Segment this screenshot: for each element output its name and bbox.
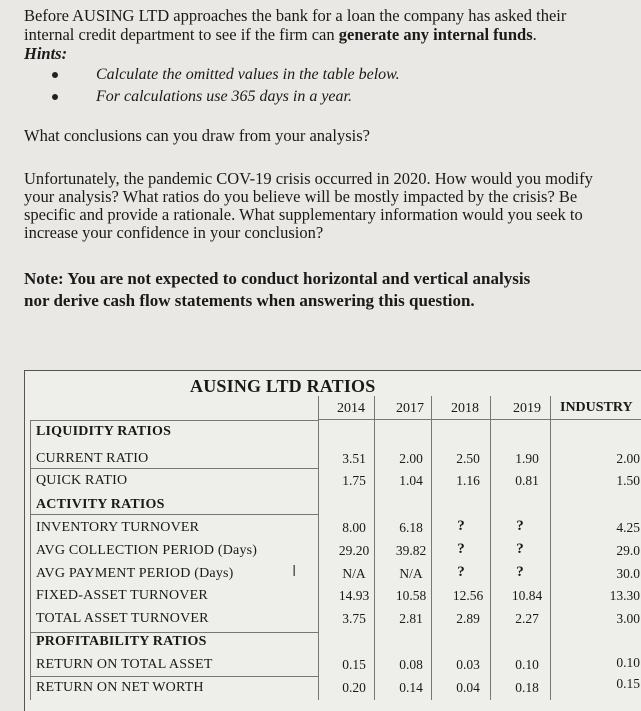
grid-line [30,676,318,677]
row-label-avg-collection-period: AVG COLLECTION PERIOD (Days) [36,543,258,558]
grid-line [318,396,319,700]
cell: 29.20 [338,543,370,558]
year-header-2014: 2014 [337,401,365,416]
cell: 10.58 [395,588,427,603]
grid-line [30,632,318,633]
industry-cell: 2.00 [616,451,640,466]
cell: 0.03 [456,657,480,672]
cell: 2.81 [399,611,423,626]
cell: N/A [399,566,423,581]
intro-line-2 [24,25,566,44]
missing-cell: ? [457,541,465,557]
intro-line-1: Before AUSING LTD approaches the bank for a loan the company has asked their [24,6,567,25]
cell: 12.56 [452,588,484,603]
cell: 0.18 [515,680,539,695]
grid-line [30,420,318,421]
row-label-current-ratio: CURRENT RATIO [36,451,149,466]
cell: 2.27 [515,611,539,626]
hints-title: Hints: [24,44,68,63]
missing-cell: ? [516,541,524,557]
table-title: AUSING LTD RATIOS [190,376,376,396]
cell: 1.75 [342,473,366,488]
industry-header: INDUSTRY [560,400,633,415]
row-label-avg-payment-period: AVG PAYMENT PERIOD (Days) [36,566,234,581]
cell: 1.90 [515,451,539,466]
cell: 3.75 [342,611,366,626]
industry-cell: 0.10 [616,655,640,670]
year-header-2018: 2018 [451,401,479,416]
question-pandemic-line: increase your confidence in your conclusion? [24,223,324,242]
cell: 2.00 [399,451,423,466]
section-profitability: PROFITABILITY RATIOS [36,634,207,649]
cell: 0.08 [399,657,423,672]
cell: 14.93 [338,588,370,603]
industry-cell: 13.30 [609,588,640,603]
intro-line-2-c: . [532,25,537,44]
row-label-fixed-asset-turnover: FIXED-ASSET TURNOVER [36,588,208,603]
cell: 10.84 [511,588,543,603]
cell: 3.51 [342,451,366,466]
cell: 0.04 [456,680,480,695]
hint-text: For calculations use 365 days in a year. [96,88,352,105]
industry-cell: 30.0 [616,566,640,581]
cell: 0.14 [399,680,423,695]
grid-line [30,468,318,469]
missing-cell: ? [516,518,524,534]
question-pandemic-line: specific and provide a rationale. What supplementary information would you seek to [24,205,583,224]
section-activity: ACTIVITY RATIOS [36,497,165,512]
industry-cell: 1.50 [616,473,640,488]
text-cursor-icon: I [292,562,297,580]
cell: 8.00 [342,520,366,535]
year-header-2019: 2019 [513,401,541,416]
grid-line [318,419,641,420]
hint-text: Calculate the omitted values in the table below. [96,66,400,83]
year-header-2017: 2017 [396,401,424,416]
industry-cell: 29.0 [616,543,640,558]
cell: 0.81 [515,473,539,488]
cell: 0.20 [342,680,366,695]
cell: N/A [342,566,366,581]
missing-cell: ? [516,564,524,580]
industry-cell: 4.25 [616,520,640,535]
cell: 39.82 [395,543,427,558]
row-label-total-asset-turnover: TOTAL ASSET TURNOVER [36,611,209,626]
missing-cell: ? [457,518,465,534]
cell: 1.04 [399,473,423,488]
missing-cell: ? [457,564,465,580]
question-pandemic-line: Unfortunately, the pandemic COV-19 crisis occurred in 2020. How would you modify [24,169,593,188]
question-pandemic-line: your analysis? What ratios do you believe will be mostly impacted by the crisis? Be [24,187,578,206]
hint-item [52,66,400,84]
cell: 1.16 [456,473,480,488]
row-label-quick-ratio: QUICK RATIO [36,473,128,488]
cell: 6.18 [399,520,423,535]
note-line: Note: You are not expected to conduct horizontal and vertical analysis [24,269,531,288]
cell: 0.15 [342,657,366,672]
intro-paragraph [24,6,566,44]
row-label-return-on-net-worth: RETURN ON NET WORTH [36,680,204,695]
grid-line [550,396,551,700]
hint-item [52,88,352,106]
industry-cell: 0.15 [616,676,640,691]
intro-line-2-bold: generate any internal funds [338,25,533,44]
grid-line [30,514,318,515]
question-conclusions: What conclusions can you draw from your analysis? [24,126,370,145]
note-line: nor derive cash flow statements when answering this question. [24,291,475,310]
grid-line [490,396,491,700]
cell: 0.10 [515,657,539,672]
grid-line [30,420,31,700]
cell: 2.89 [456,611,480,626]
intro-line-2-a: internal credit department to see if the firm can [24,25,339,44]
note-paragraph [24,268,530,312]
bullet-icon [52,94,58,100]
question-pandemic [24,170,593,242]
industry-cell: 3.00 [616,611,640,626]
bullet-icon [52,72,58,78]
cell: 2.50 [456,451,480,466]
row-label-inventory-turnover: INVENTORY TURNOVER [36,520,200,535]
section-liquidity: LIQUIDITY RATIOS [36,424,172,439]
row-label-return-on-total-asset: RETURN ON TOTAL ASSET [36,657,213,672]
